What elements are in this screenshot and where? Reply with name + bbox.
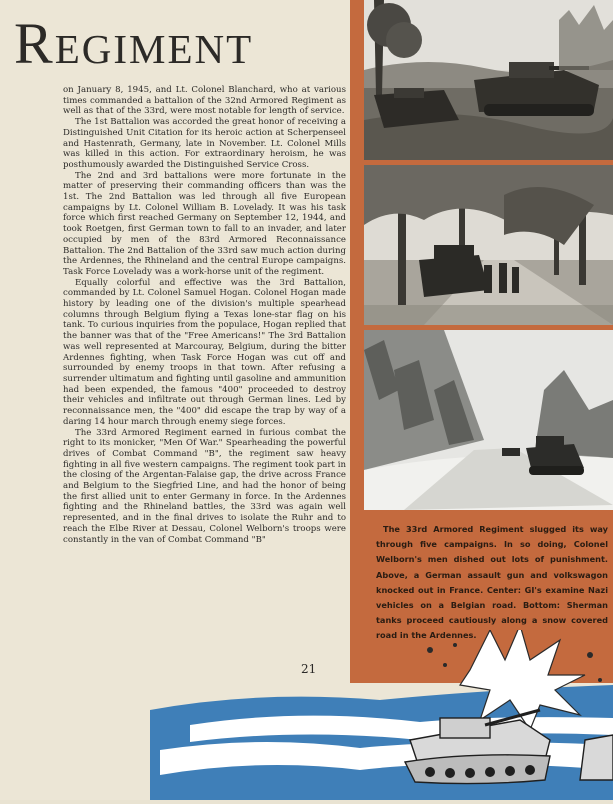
photo-assault-gun: [364, 0, 613, 160]
paragraph: The 1st Battalion was accorded the great honor of receiving a Distinguished Unit Citation for its heroic action at Scherpenseel and Hastenrath, Germany, late in November. Lt. Colonel Mills was killed in this action. For extraordinary heroism, he was posthumously awarded the Distinguished Service Cross.: [63, 117, 346, 170]
photo-belgian-road: [364, 165, 613, 325]
paragraph: The 33rd Armored Regiment earned in furious combat the right to its monicker, "Men Of War." Spearheading the powerful drives of Combat Command "B", the regiment saw heavy fighting in all five western campaigns. The regiment took part in the closing of the Argentan-Falaise gap, the drive across France and Belgium to the Siegfried Line, and had the honor of being the first allied unit to enter Germany in force. In the Ardennes fighting and the Rhineland battles, the 33rd was again well represented, and in the final drives to isolate the Ruhr and to reach the Elbe River at Dessau, Colonel Welborn's troops were constantly in the van of Combat Command "B": [63, 427, 346, 545]
title-initial: R: [14, 11, 55, 76]
page-title: [14, 10, 253, 77]
page-number: 21: [301, 662, 317, 676]
paragraph: on January 8, 1945, and Lt. Colonel Blanchard, who at various times commanded a battalion of the 32nd Armored Regiment as well as that of the 33rd, were most notable for length of service.: [63, 85, 346, 117]
tank-illustration: [0, 630, 613, 800]
photo-snow-road: [364, 330, 613, 510]
photo-caption: The 33rd Armored Regiment slugged its way through five campaigns. In so doing, Colonel Welborn's men dished out lots of punishment. Above, a German assault gun and volkswagon knocked out in France. Center: GI's examine Nazi vehicles on a Belgian road. Bottom: Sherman tanks proceed cautiously along a snow covered road in the Ardennes.: [376, 524, 608, 641]
title-rest: EGIMENT: [54, 26, 254, 72]
paragraph: Equally colorful and effective was the 3rd Battalion, commanded by Lt. Colonel Samuel Hogan. Colonel Hogan made history by leading one of the division's multiple spearhead columns through Belgium flying a Texas lone-star flag on his tank. To curious inquiries from the populace, Hogan replied that the banner was that of the "Free Americans!" The 3rd Battalion was well represented at Marcouray, Belgium, during the bitter Ardennes fighting, when Task Force Hogan was cut off and surrounded by enemy troops in that town. After refusing a surrender ultimatum and fighting until gasoline and ammunition had been expended, the famous "400" proceeded to destroy their vehicles and infiltrate out through German lines. Led by reconnaissance men, the "400" did escape the trap by way of a daring 14 hour march through enemy siege forces.: [63, 277, 346, 427]
paragraph: The 2nd and 3rd battalions were more fortunate in the matter of preserving their commanding officers than was the 1st. The 2nd Battalion was led through all five European campaigns by Lt. Colonel William B. Lovelady. It was his task force which first reached Germany on September 12, 1944, and took Roetgen, first German town to fall to an invader, and later occupied by men of the 83rd Armored Reconnaissance Battalion. The 2nd Battalion of the 33rd saw much action during the Ardennes, the Rhineland and the central Europe campaigns. Task Force Lovelady was a work-horse unit of the regiment.: [63, 170, 346, 277]
article-body: [63, 85, 346, 545]
